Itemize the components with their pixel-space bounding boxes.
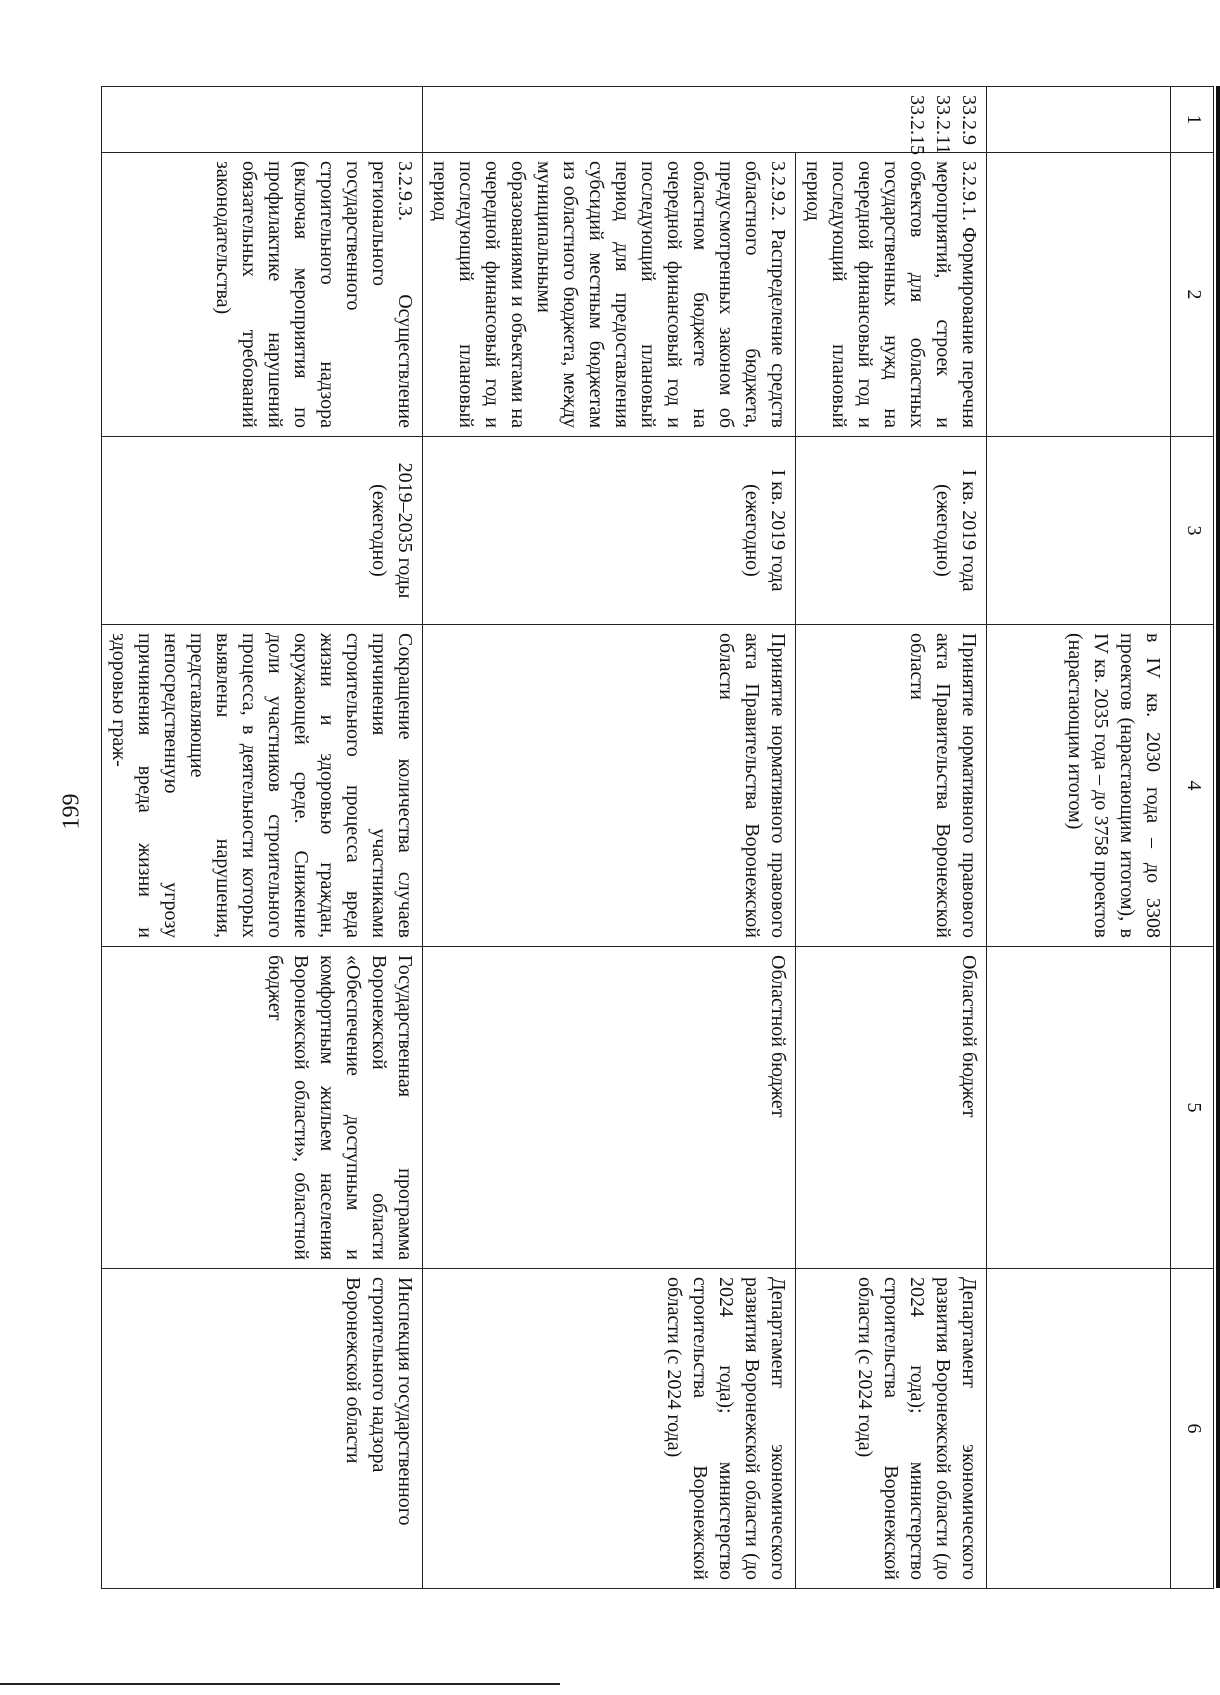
cell-executor: Инспекция государственного строительного надзора Воронежской области xyxy=(102,1269,423,1589)
cell-period: 2019–2035 годы (ежегодно) xyxy=(102,437,423,625)
table-top-edge xyxy=(1216,86,1220,1588)
table-row xyxy=(102,87,423,1589)
cell-period: I кв. 2019 года (ежегодно) xyxy=(423,437,796,625)
cell-empty xyxy=(987,87,1171,153)
rotated-table-wrapper xyxy=(108,86,1220,1588)
header-col-5: 5 xyxy=(1171,947,1214,1269)
cell-result-continuation: в IV кв. 2030 года – до 3308 проектов (нарастающим итогом), в IV кв. 2035 года – до 3758 проектов (нарастающим итогом) xyxy=(987,625,1171,947)
header-col-3: 3 xyxy=(1171,437,1214,625)
cell-measure: 3.2.9.2. Распределение средств областного бюджета, предусмотренных законом об областном бюджете на очередной финансовый год и последующий плановый период для предоставления субсидий местным бюджетам из областного бюджета, между муниципальными образованиями и объектами на очередной финансовый год и последующий плановый период xyxy=(423,153,796,437)
cell-empty xyxy=(987,437,1171,625)
cell-executor: Департамент экономического развития Воронежской области (до 2024 года); министерство строительства Воронежской области (с 2024 года) xyxy=(796,1269,987,1589)
table-row xyxy=(796,87,987,1589)
header-col-6: 6 xyxy=(1171,1269,1214,1589)
page-number: 199 xyxy=(58,793,85,830)
cell-empty xyxy=(987,1269,1171,1589)
cell-source: Областной бюджет xyxy=(423,947,796,1269)
cell-result: Принятие нормативного правового акта Правительства Воронежской области xyxy=(423,625,796,947)
cell-source: Государственная программа Воронежской области «Обеспечение доступным и комфортным жильем населения Воронежской области», областной бюджет xyxy=(102,947,423,1269)
cell-period: I кв. 2019 года (ежегодно) xyxy=(796,437,987,625)
cell-result: Принятие нормативного правового акта Правительства Воронежской области xyxy=(796,625,987,947)
measures-table xyxy=(101,86,1214,1589)
table-header-row xyxy=(1171,87,1214,1589)
cell-group-code: 33.2.9 33.2.11 33.2.15 xyxy=(423,87,987,153)
cell-source: Областной бюджет xyxy=(796,947,987,1269)
header-col-1: 1 xyxy=(1171,87,1214,153)
cell-executor: Департамент экономического развития Воронежской области (до 2024 года); министерство строительства Воронежской области (с 2024 года) xyxy=(423,1269,796,1589)
cell-result: Сокращение количества случаев причинения участниками строительного процесса вреда жизни и здоровью граждан, окружающей среде. Снижение доли участников строительного процесса, в деятельности которых выявлены нарушения, представляющие непосредственную угрозу причинения вреда жизни и здоровью граж- xyxy=(102,625,423,947)
table-row-continuation xyxy=(987,87,1171,1589)
cell-empty xyxy=(987,947,1171,1269)
header-col-4: 4 xyxy=(1171,625,1214,947)
header-col-2: 2 xyxy=(1171,153,1214,437)
cell-measure: 3.2.9.3. Осуществление регионального государственного строительного надзора (включая мероприятия по профилактике нарушений обязательных требований законодательства) xyxy=(102,153,423,437)
cell-measure: 3.2.9.1. Формирование перечня мероприятий, строек и объектов для областных государственных нужд на очередной финансовый год и последующий плановый период xyxy=(796,153,987,437)
cell-empty xyxy=(987,153,1171,437)
scan-border-line xyxy=(0,1683,560,1685)
cell-empty xyxy=(102,87,423,153)
table-row xyxy=(423,87,796,1589)
